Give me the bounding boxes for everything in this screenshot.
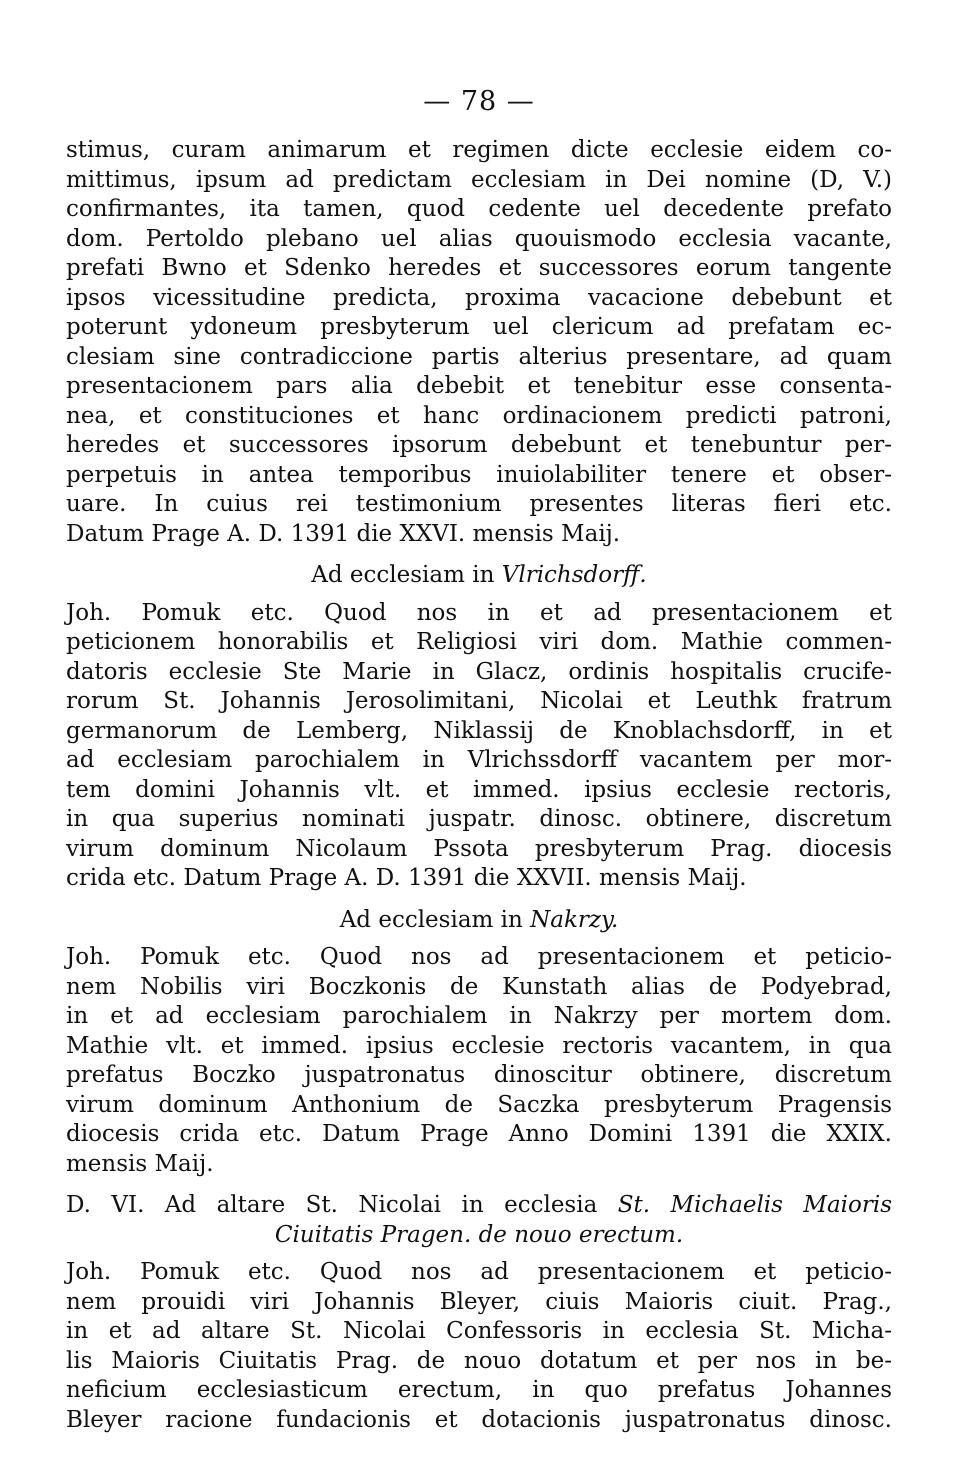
heading-place: Nakrzy. <box>530 906 619 933</box>
text-line: nem Nobilis viri Boczkonis de Kunstath alias de Podyebrad, <box>66 973 892 1000</box>
document-page <box>66 82 892 1435</box>
heading-line-2: Ciuitatis Pragen. de nouo erectum. <box>274 1221 684 1248</box>
heading-line-1 <box>66 1191 892 1221</box>
text-line: Datum Prage A. D. 1391 die XXVI. mensis Maij. <box>66 520 621 547</box>
text-line: Bleyer racione fundacionis et dotacionis juspatronatus dinosc. <box>66 1406 892 1433</box>
heading-prefix: D. VI. Ad altare St. Nicolai in ecclesia <box>66 1192 598 1218</box>
text-line: heredes et successores ipsorum debebunt et tenebuntur per- <box>66 432 892 458</box>
text-line: poterunt ydoneum presbyterum uel clericum ad prefatam ec- <box>66 314 892 340</box>
text-line: datoris ecclesie Ste Marie in Glacz, ordinis hospitalis crucife- <box>66 658 892 685</box>
section-heading-vlrichsdorff <box>66 561 892 591</box>
text-line: mensis Maij. <box>66 1150 214 1177</box>
text-line: ipsos vicessitudine predicta, proxima vacacione debebunt et <box>66 284 892 311</box>
heading-prefix: Ad ecclesiam in <box>311 562 495 588</box>
text-line: nem prouidi viri Johannis Bleyer, ciuis Maioris ciuit. Prag., <box>66 1288 892 1315</box>
text-line: prefati Bwno et Sdenko heredes et successores eorum tangente <box>66 255 892 281</box>
paragraph-3 <box>66 943 892 1179</box>
paragraph-2 <box>66 599 892 894</box>
text-line: Joh. Pomuk etc. Quod nos ad presentacionem et peticio- <box>66 1259 892 1285</box>
text-line: tem domini Johannis vlt. et immed. ipsius ecclesie rectoris, <box>66 776 892 803</box>
text-line: in et ad altare St. Nicolai Confessoris in ecclesia St. Micha- <box>66 1318 892 1344</box>
paragraph-1 <box>66 136 892 549</box>
text-line: confirmantes, ita tamen, quod cedente uel decedente prefato <box>66 196 892 222</box>
text-line: Mathie vlt. et immed. ipsius ecclesie rectoris vacantem, in qua <box>66 1032 892 1059</box>
text-line: virum dominum Nicolaum Pssota presbyterum Prag. diocesis <box>66 835 892 862</box>
section-heading-nakrzy <box>66 906 892 936</box>
text-line: diocesis crida etc. Datum Prage Anno Domini 1391 die XXIX. <box>66 1121 892 1147</box>
text-line: nea, et constituciones et hanc ordinacionem predicti patroni, <box>66 402 892 429</box>
text-line: presentacionem pars alia debebit et tenebitur esse consenta- <box>66 373 892 399</box>
text-line: in qua superius nominati juspatr. dinosc. obtinere, discretum <box>66 806 892 832</box>
text-line: perpetuis in antea temporibus inuiolabiliter tenere et obser- <box>66 461 892 488</box>
heading-prefix: Ad ecclesiam in <box>339 906 523 933</box>
text-line: clesiam sine contradiccione partis alterius presentare, ad quam <box>66 343 892 370</box>
text-line: rorum St. Johannis Jerosolimitani, Nicolai et Leuthk fratrum <box>66 688 892 714</box>
text-line: dom. Pertoldo plebano uel alias quouismodo ecclesia vacante, <box>66 225 892 252</box>
text-line: ad ecclesiam parochialem in Vlrichssdorff vacantem per mor- <box>66 747 892 773</box>
text-line: Joh. Pomuk etc. Quod nos in et ad presentacionem et <box>66 599 892 626</box>
page-number: — 78 — <box>423 86 535 117</box>
text-line: lis Maioris Ciuitatis Prag. de nouo dotatum et per nos in be- <box>66 1347 892 1374</box>
text-line: mittimus, ipsum ad predictam ecclesiam in Dei nomine (D, V.) <box>66 166 892 193</box>
text-line: crida etc. Datum Prage A. D. 1391 die XXVII. mensis Maij. <box>66 865 747 891</box>
text-line: in et ad ecclesiam parochialem in Nakrzy per mortem dom. <box>66 1003 892 1029</box>
text-line: virum dominum Anthonium de Saczka presbyterum Pragensis <box>66 1091 892 1118</box>
text-line: prefatus Boczko juspatronatus dinoscitur obtinere, discretum <box>66 1062 892 1088</box>
text-line: peticionem honorabilis et Religiosi viri dom. Mathie commen- <box>66 629 892 655</box>
text-line: uare. In cuius rei testimonium presentes literas fieri etc. <box>66 491 892 517</box>
heading-italic-1: St. Michaelis Maioris <box>617 1192 893 1218</box>
heading-place: Vlrichsdorff. <box>501 562 647 588</box>
text-line: stimus, curam animarum et regimen dicte ecclesie eidem co- <box>66 137 892 163</box>
section-heading-altare-st-nicolai <box>66 1191 892 1250</box>
text-line: neficium ecclesiasticum erectum, in quo prefatus Johannes <box>66 1377 892 1403</box>
text-line: Joh. Pomuk etc. Quod nos ad presentacionem et peticio- <box>66 944 892 970</box>
paragraph-4 <box>66 1258 892 1435</box>
text-line: germanorum de Lemberg, Niklassij de Knoblachsdorff, in et <box>66 717 892 744</box>
